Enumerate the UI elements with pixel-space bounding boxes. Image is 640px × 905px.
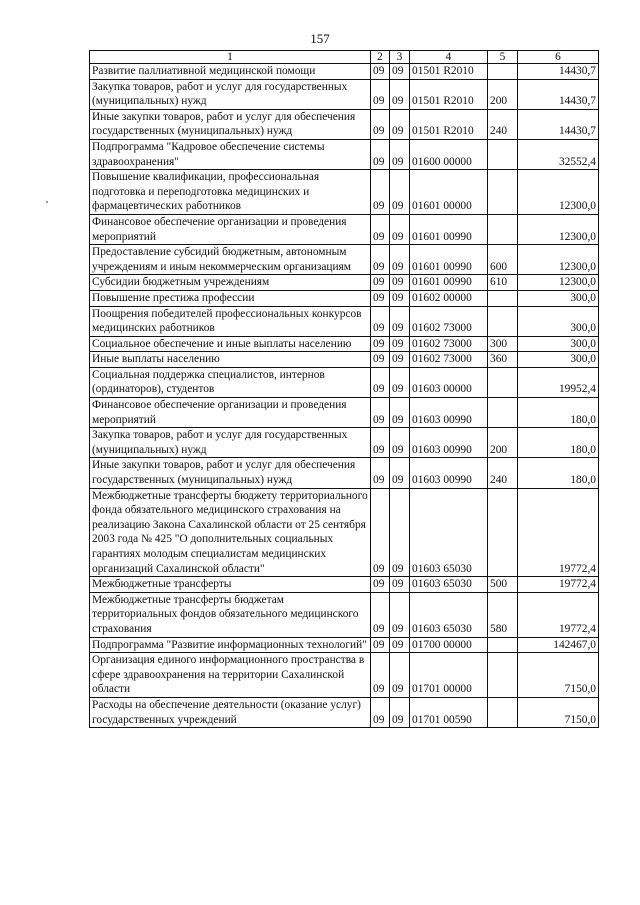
cell-target-item: 01600 00000 <box>410 139 488 169</box>
cell-name: Субсидии бюджетным учреждениям <box>90 275 371 291</box>
cell-section: 09 <box>371 79 390 109</box>
cell-subsection: 09 <box>390 428 410 458</box>
cell-section: 09 <box>371 398 390 428</box>
cell-target-item: 01700 00000 <box>410 637 488 653</box>
cell-expense-type: 300 <box>488 336 518 352</box>
cell-subsection: 09 <box>390 367 410 397</box>
cell-amount: 7150,0 <box>518 697 599 727</box>
cell-name: Закупка товаров, работ и услуг для государственных (муниципальных) нужд <box>90 79 371 109</box>
table-row <box>90 367 599 397</box>
cell-section: 09 <box>371 109 390 139</box>
cell-target-item: 01601 00990 <box>410 214 488 244</box>
cell-amount: 19772,4 <box>518 577 599 593</box>
cell-expense-type <box>488 398 518 428</box>
column-header-4: 4 <box>410 51 488 64</box>
cell-amount: 300,0 <box>518 306 599 336</box>
cell-amount: 12300,0 <box>518 214 599 244</box>
cell-subsection: 09 <box>390 109 410 139</box>
cell-amount: 19772,4 <box>518 488 599 577</box>
cell-amount: 14430,7 <box>518 109 599 139</box>
table-row <box>90 697 599 727</box>
cell-section: 09 <box>371 275 390 291</box>
cell-subsection: 09 <box>390 352 410 368</box>
table-row <box>90 79 599 109</box>
cell-name: Финансовое обеспечение организации и проведения мероприятий <box>90 214 371 244</box>
cell-expense-type <box>488 697 518 727</box>
table-row <box>90 275 599 291</box>
cell-subsection: 09 <box>390 336 410 352</box>
cell-subsection: 09 <box>390 275 410 291</box>
cell-target-item: 01603 00990 <box>410 428 488 458</box>
cell-target-item: 01603 00990 <box>410 398 488 428</box>
cell-amount: 12300,0 <box>518 245 599 275</box>
cell-amount: 14430,7 <box>518 64 599 80</box>
cell-name: Межбюджетные трансферты бюджетам территориальных фондов обязательного медицинского страхования <box>90 592 371 637</box>
cell-expense-type <box>488 653 518 698</box>
column-header-2: 2 <box>371 51 390 64</box>
cell-expense-type: 360 <box>488 352 518 368</box>
cell-expense-type: 500 <box>488 577 518 593</box>
cell-amount: 180,0 <box>518 398 599 428</box>
cell-section: 09 <box>371 488 390 577</box>
cell-section: 09 <box>371 637 390 653</box>
cell-subsection: 09 <box>390 64 410 80</box>
cell-expense-type <box>488 488 518 577</box>
cell-name: Финансовое обеспечение организации и проведения мероприятий <box>90 398 371 428</box>
cell-target-item: 01601 00990 <box>410 245 488 275</box>
cell-subsection: 09 <box>390 306 410 336</box>
cell-name: Подпрограмма "Кадровое обеспечение системы здравоохранения" <box>90 139 371 169</box>
cell-expense-type: 610 <box>488 275 518 291</box>
cell-subsection: 09 <box>390 637 410 653</box>
cell-section: 09 <box>371 428 390 458</box>
cell-subsection: 09 <box>390 697 410 727</box>
cell-expense-type <box>488 367 518 397</box>
cell-section: 09 <box>371 458 390 488</box>
cell-name: Межбюджетные трансферты <box>90 577 371 593</box>
cell-target-item: 01603 65030 <box>410 488 488 577</box>
cell-subsection: 09 <box>390 458 410 488</box>
cell-name: Иные закупки товаров, работ и услуг для обеспечения государственных (муниципальных) нужд <box>90 109 371 139</box>
cell-target-item: 01501 R2010 <box>410 64 488 80</box>
cell-section: 09 <box>371 367 390 397</box>
cell-subsection: 09 <box>390 290 410 306</box>
column-header-5: 5 <box>488 51 518 64</box>
cell-amount: 32552,4 <box>518 139 599 169</box>
cell-name: Межбюджетные трансферты бюджету территориального фонда обязательного медицинского страхования на реализацию Закона Сахалинской области от 25 сентября 2003 года № 425 "О дополнительных социальных гарантиях молодым специалистам медицинских организаций Сахалинской области" <box>90 488 371 577</box>
cell-expense-type: 200 <box>488 428 518 458</box>
cell-expense-type <box>488 139 518 169</box>
scan-speck <box>46 201 48 203</box>
table-row <box>90 109 599 139</box>
cell-expense-type <box>488 290 518 306</box>
table-row <box>90 290 599 306</box>
cell-expense-type: 580 <box>488 592 518 637</box>
cell-amount: 180,0 <box>518 458 599 488</box>
cell-subsection: 09 <box>390 577 410 593</box>
table-row <box>90 245 599 275</box>
cell-name: Развитие паллиативной медицинской помощи <box>90 64 371 80</box>
cell-expense-type: 200 <box>488 79 518 109</box>
cell-section: 09 <box>371 697 390 727</box>
cell-section: 09 <box>371 577 390 593</box>
cell-target-item: 01602 73000 <box>410 336 488 352</box>
cell-subsection: 09 <box>390 398 410 428</box>
cell-subsection: 09 <box>390 170 410 215</box>
cell-subsection: 09 <box>390 592 410 637</box>
cell-target-item: 01501 R2010 <box>410 109 488 139</box>
cell-section: 09 <box>371 653 390 698</box>
cell-subsection: 09 <box>390 245 410 275</box>
cell-amount: 12300,0 <box>518 275 599 291</box>
cell-name: Повышение квалификации, профессиональная подготовка и переподготовка медицинских и фармацевтических работников <box>90 170 371 215</box>
table-row <box>90 214 599 244</box>
cell-target-item: 01501 R2010 <box>410 79 488 109</box>
table-row <box>90 637 599 653</box>
header-row <box>90 51 599 64</box>
cell-target-item: 01603 00000 <box>410 367 488 397</box>
budget-table <box>89 50 599 728</box>
cell-expense-type <box>488 170 518 215</box>
table-row <box>90 398 599 428</box>
cell-target-item: 01602 73000 <box>410 306 488 336</box>
cell-section: 09 <box>371 170 390 215</box>
cell-amount: 14430,7 <box>518 79 599 109</box>
cell-target-item: 01601 00000 <box>410 170 488 215</box>
table-row <box>90 653 599 698</box>
cell-amount: 142467,0 <box>518 637 599 653</box>
cell-target-item: 01601 00990 <box>410 275 488 291</box>
cell-name: Организация единого информационного пространства в сфере здравоохранения на территории Сахалинской области <box>90 653 371 698</box>
cell-amount: 12300,0 <box>518 170 599 215</box>
table-row <box>90 139 599 169</box>
table-row <box>90 428 599 458</box>
cell-name: Социальное обеспечение и иные выплаты населению <box>90 336 371 352</box>
cell-target-item: 01603 00990 <box>410 458 488 488</box>
cell-amount: 180,0 <box>518 428 599 458</box>
cell-name: Расходы на обеспечение деятельности (оказание услуг) государственных учреждений <box>90 697 371 727</box>
cell-expense-type: 240 <box>488 109 518 139</box>
cell-section: 09 <box>371 64 390 80</box>
cell-section: 09 <box>371 592 390 637</box>
cell-section: 09 <box>371 245 390 275</box>
cell-name: Социальная поддержка специалистов, интернов (ординаторов), студентов <box>90 367 371 397</box>
cell-target-item: 01701 00590 <box>410 697 488 727</box>
cell-name: Закупка товаров, работ и услуг для государственных (муниципальных) нужд <box>90 428 371 458</box>
cell-expense-type: 600 <box>488 245 518 275</box>
cell-name: Поощрения победителей профессиональных конкурсов медицинских работников <box>90 306 371 336</box>
cell-amount: 300,0 <box>518 352 599 368</box>
cell-section: 09 <box>371 214 390 244</box>
cell-name: Повышение престижа профессии <box>90 290 371 306</box>
cell-subsection: 09 <box>390 653 410 698</box>
cell-target-item: 01603 65030 <box>410 577 488 593</box>
table-row <box>90 592 599 637</box>
cell-name: Иные выплаты населению <box>90 352 371 368</box>
table-body <box>90 64 599 728</box>
cell-expense-type <box>488 64 518 80</box>
cell-amount: 300,0 <box>518 290 599 306</box>
cell-subsection: 09 <box>390 214 410 244</box>
cell-target-item: 01701 00000 <box>410 653 488 698</box>
cell-target-item: 01603 65030 <box>410 592 488 637</box>
table-row <box>90 306 599 336</box>
cell-section: 09 <box>371 290 390 306</box>
table-row <box>90 64 599 80</box>
cell-target-item: 01602 00000 <box>410 290 488 306</box>
cell-expense-type <box>488 637 518 653</box>
cell-section: 09 <box>371 306 390 336</box>
table-row <box>90 352 599 368</box>
table-row <box>90 336 599 352</box>
cell-name: Предоставление субсидий бюджетным, автономным учреждениям и иным некоммерческим организациям <box>90 245 371 275</box>
column-header-6: 6 <box>518 51 599 64</box>
column-header-1: 1 <box>90 51 371 64</box>
table-row <box>90 488 599 577</box>
cell-name: Подпрограмма "Развитие информационных технологий" <box>90 637 371 653</box>
table-row <box>90 577 599 593</box>
cell-expense-type <box>488 214 518 244</box>
cell-name: Иные закупки товаров, работ и услуг для обеспечения государственных (муниципальных) нужд <box>90 458 371 488</box>
column-header-3: 3 <box>390 51 410 64</box>
cell-expense-type <box>488 306 518 336</box>
cell-target-item: 01602 73000 <box>410 352 488 368</box>
table-row <box>90 170 599 215</box>
cell-expense-type: 240 <box>488 458 518 488</box>
cell-amount: 19772,4 <box>518 592 599 637</box>
cell-subsection: 09 <box>390 79 410 109</box>
cell-section: 09 <box>371 336 390 352</box>
cell-subsection: 09 <box>390 139 410 169</box>
cell-section: 09 <box>371 352 390 368</box>
cell-section: 09 <box>371 139 390 169</box>
table-row <box>90 458 599 488</box>
cell-subsection: 09 <box>390 488 410 577</box>
cell-amount: 7150,0 <box>518 653 599 698</box>
page-number: 157 <box>310 31 330 46</box>
cell-amount: 19952,4 <box>518 367 599 397</box>
cell-amount: 300,0 <box>518 336 599 352</box>
